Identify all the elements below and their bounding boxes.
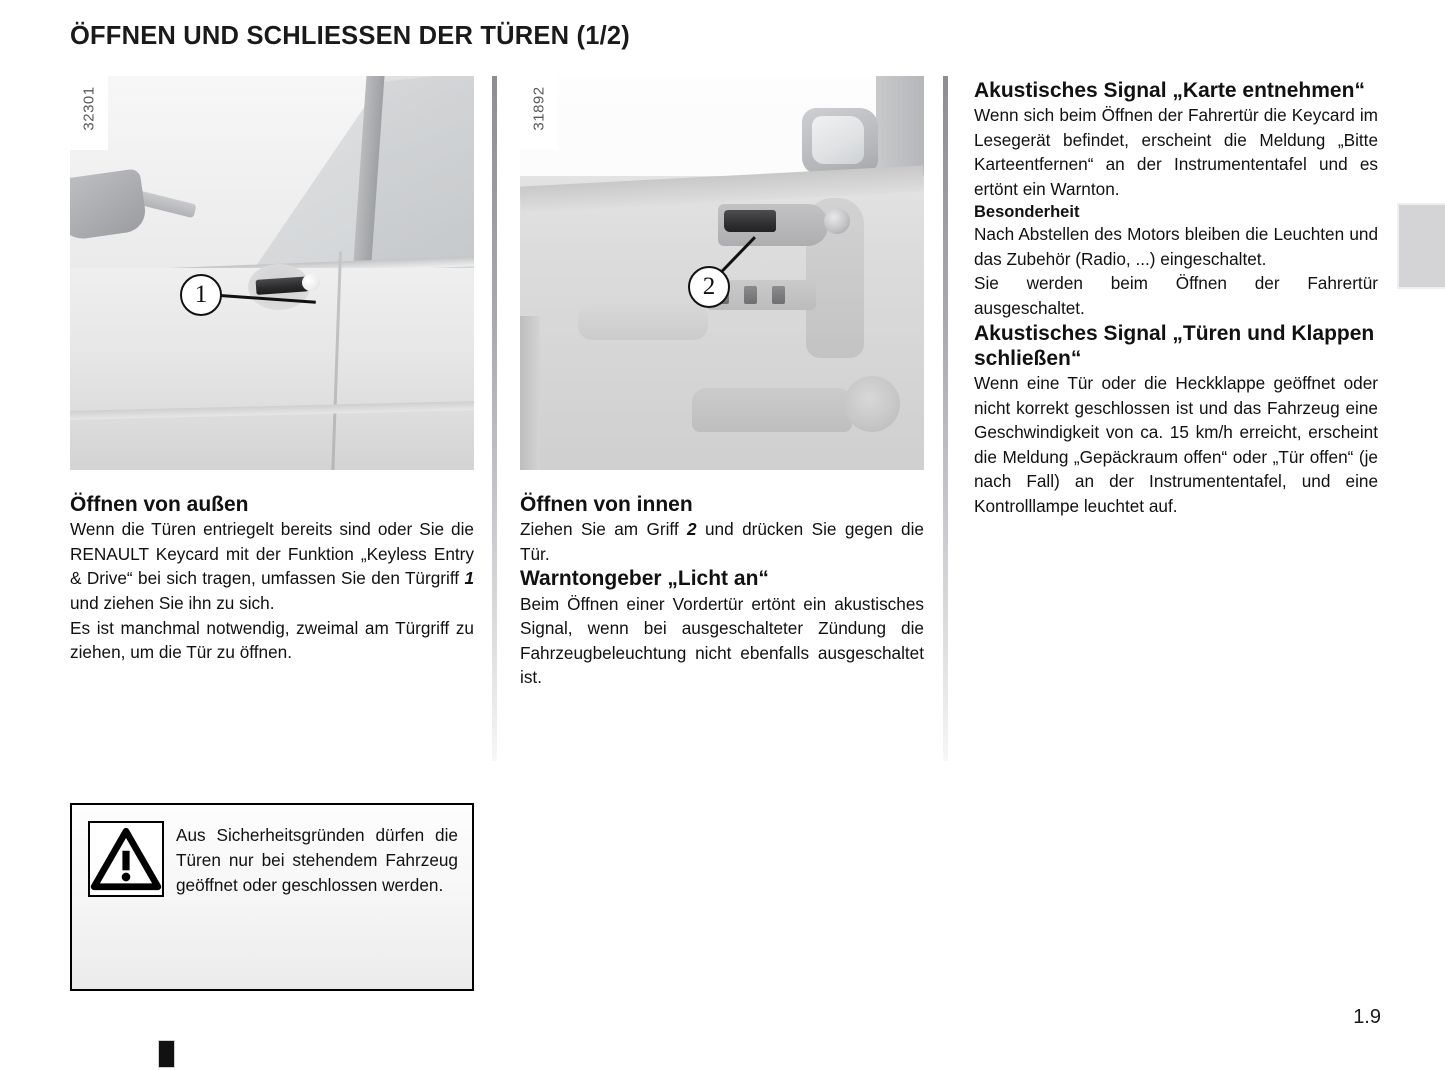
paragraph-text-part: und drücken Sie gegen die Tür. [520, 519, 924, 564]
figure-id-interior-label: 31892 [530, 86, 548, 131]
column-divider-left [492, 76, 497, 761]
column-divider-right [943, 76, 948, 761]
heading-open-from-inside: Öffnen von innen [520, 493, 693, 516]
paragraph-besonderheit-1: Nach Abstellen des Motors bleiben die Leuchten und das Zubehör (Radio, ...) eingeschaltet. [974, 224, 1378, 269]
heading-lights-on-warning: Warntongeber „Licht an“ [520, 567, 769, 591]
heading-open-from-outside: Öffnen von außen [70, 493, 249, 516]
car-door-upper-pocket [578, 304, 708, 340]
callout-marker-1 [180, 274, 222, 316]
paragraph-remove-card-signal: Wenn sich beim Öffnen der Fahrertür die Keycard im Lesegerät befindet, erscheint die Meldung „Bitte Karteentfernen“ an der Instrumententafel und es ertönt ein Warnton. [974, 105, 1378, 199]
car-door-lower-pocket [692, 388, 852, 432]
callout-marker-2 [688, 266, 730, 308]
subheading-besonderheit: Besonderheit [974, 202, 1080, 221]
page-number: 1.9 [1353, 1006, 1381, 1028]
column-one [70, 76, 474, 665]
figure-id-exterior [70, 76, 108, 150]
paragraph-open-from-outside-2: Es ist manchmal notwendig, zweimal am Türgriff zu ziehen, um die Tür zu öffnen. [70, 617, 474, 663]
heading-remove-card-signal: Akustisches Signal „Karte entnehmen“ [974, 79, 1365, 102]
paragraph-open-from-inside [520, 517, 924, 566]
section-edge-tab [1397, 203, 1445, 289]
page-title: ÖFFNEN UND SCHLIESSEN DER TÜREN (1/2) [70, 22, 630, 50]
safety-warning-text: Aus Sicherheitsgründen dürfen die Türen nur bei stehendem Fahrzeug geöffnet oder geschlossen werden. [176, 825, 458, 895]
paragraph-besonderheit-2: Sie werden beim Öffnen der Fahrertür ausgeschaltet. [974, 273, 1378, 318]
car-rear-window-glass [370, 76, 474, 276]
paragraph-text-part: Wenn die Türen entriegelt bereits sind oder Sie die RENAULT Keycard mit der Funktion „Keyless Entry & Drive“ bei sich tragen, umfassen Sie den Türgriff [70, 519, 474, 589]
callout-marker-2-label: 2 [702, 273, 716, 300]
figure-door-exterior [70, 76, 474, 470]
figure-id-interior [520, 76, 558, 150]
car-door-lock-knob [824, 208, 850, 234]
callout-marker-1-label: 1 [194, 281, 208, 308]
paragraph-open-from-outside-1 [70, 517, 474, 615]
warning-triangle-icon [88, 821, 164, 897]
paragraph-close-doors-signal: Wenn eine Tür oder die Heckklappe geöffnet oder nicht korrekt geschlossen ist und das Fahrzeug eine Geschwindigkeit von ca. 15 km/h erreicht, erscheint die Meldung „Gepäckraum offen“ oder „Tür offen“ (je nach Fall) an der Instrumententafel, und eine Kontrolllampe leuchtet auf. [974, 372, 1378, 516]
handle-reference-2: 2 [687, 519, 697, 540]
window-switch-2 [744, 286, 757, 304]
safety-warning-box [70, 803, 474, 991]
car-door-inner-edge [520, 316, 540, 470]
column-two [520, 76, 924, 690]
window-switch-3 [772, 286, 785, 304]
car-side-mirror-glass [812, 116, 864, 164]
figure-id-exterior-label: 32301 [80, 86, 98, 131]
paragraph-lights-on-warning: Beim Öffnen einer Vordertür ertönt ein akustisches Signal, wenn bei ausgeschalteter Zündung die Fahrzeugbeleuchtung nicht ebenfalls ausgeschaltet ist. [520, 593, 924, 688]
car-door-speaker [844, 376, 900, 432]
column-three [974, 76, 1378, 519]
paragraph-text-part: Ziehen Sie am Griff [520, 519, 688, 540]
bottom-corner-marker [158, 1040, 175, 1068]
paragraph-text-part: und ziehen Sie ihn zu sich. [70, 592, 275, 613]
car-interior-door-handle [724, 210, 776, 232]
heading-close-doors-signal: Akustisches Signal „Türen und Klappen schließen“ [974, 321, 1375, 370]
figure-door-interior [520, 76, 924, 470]
handle-reference-1: 1 [464, 568, 474, 589]
